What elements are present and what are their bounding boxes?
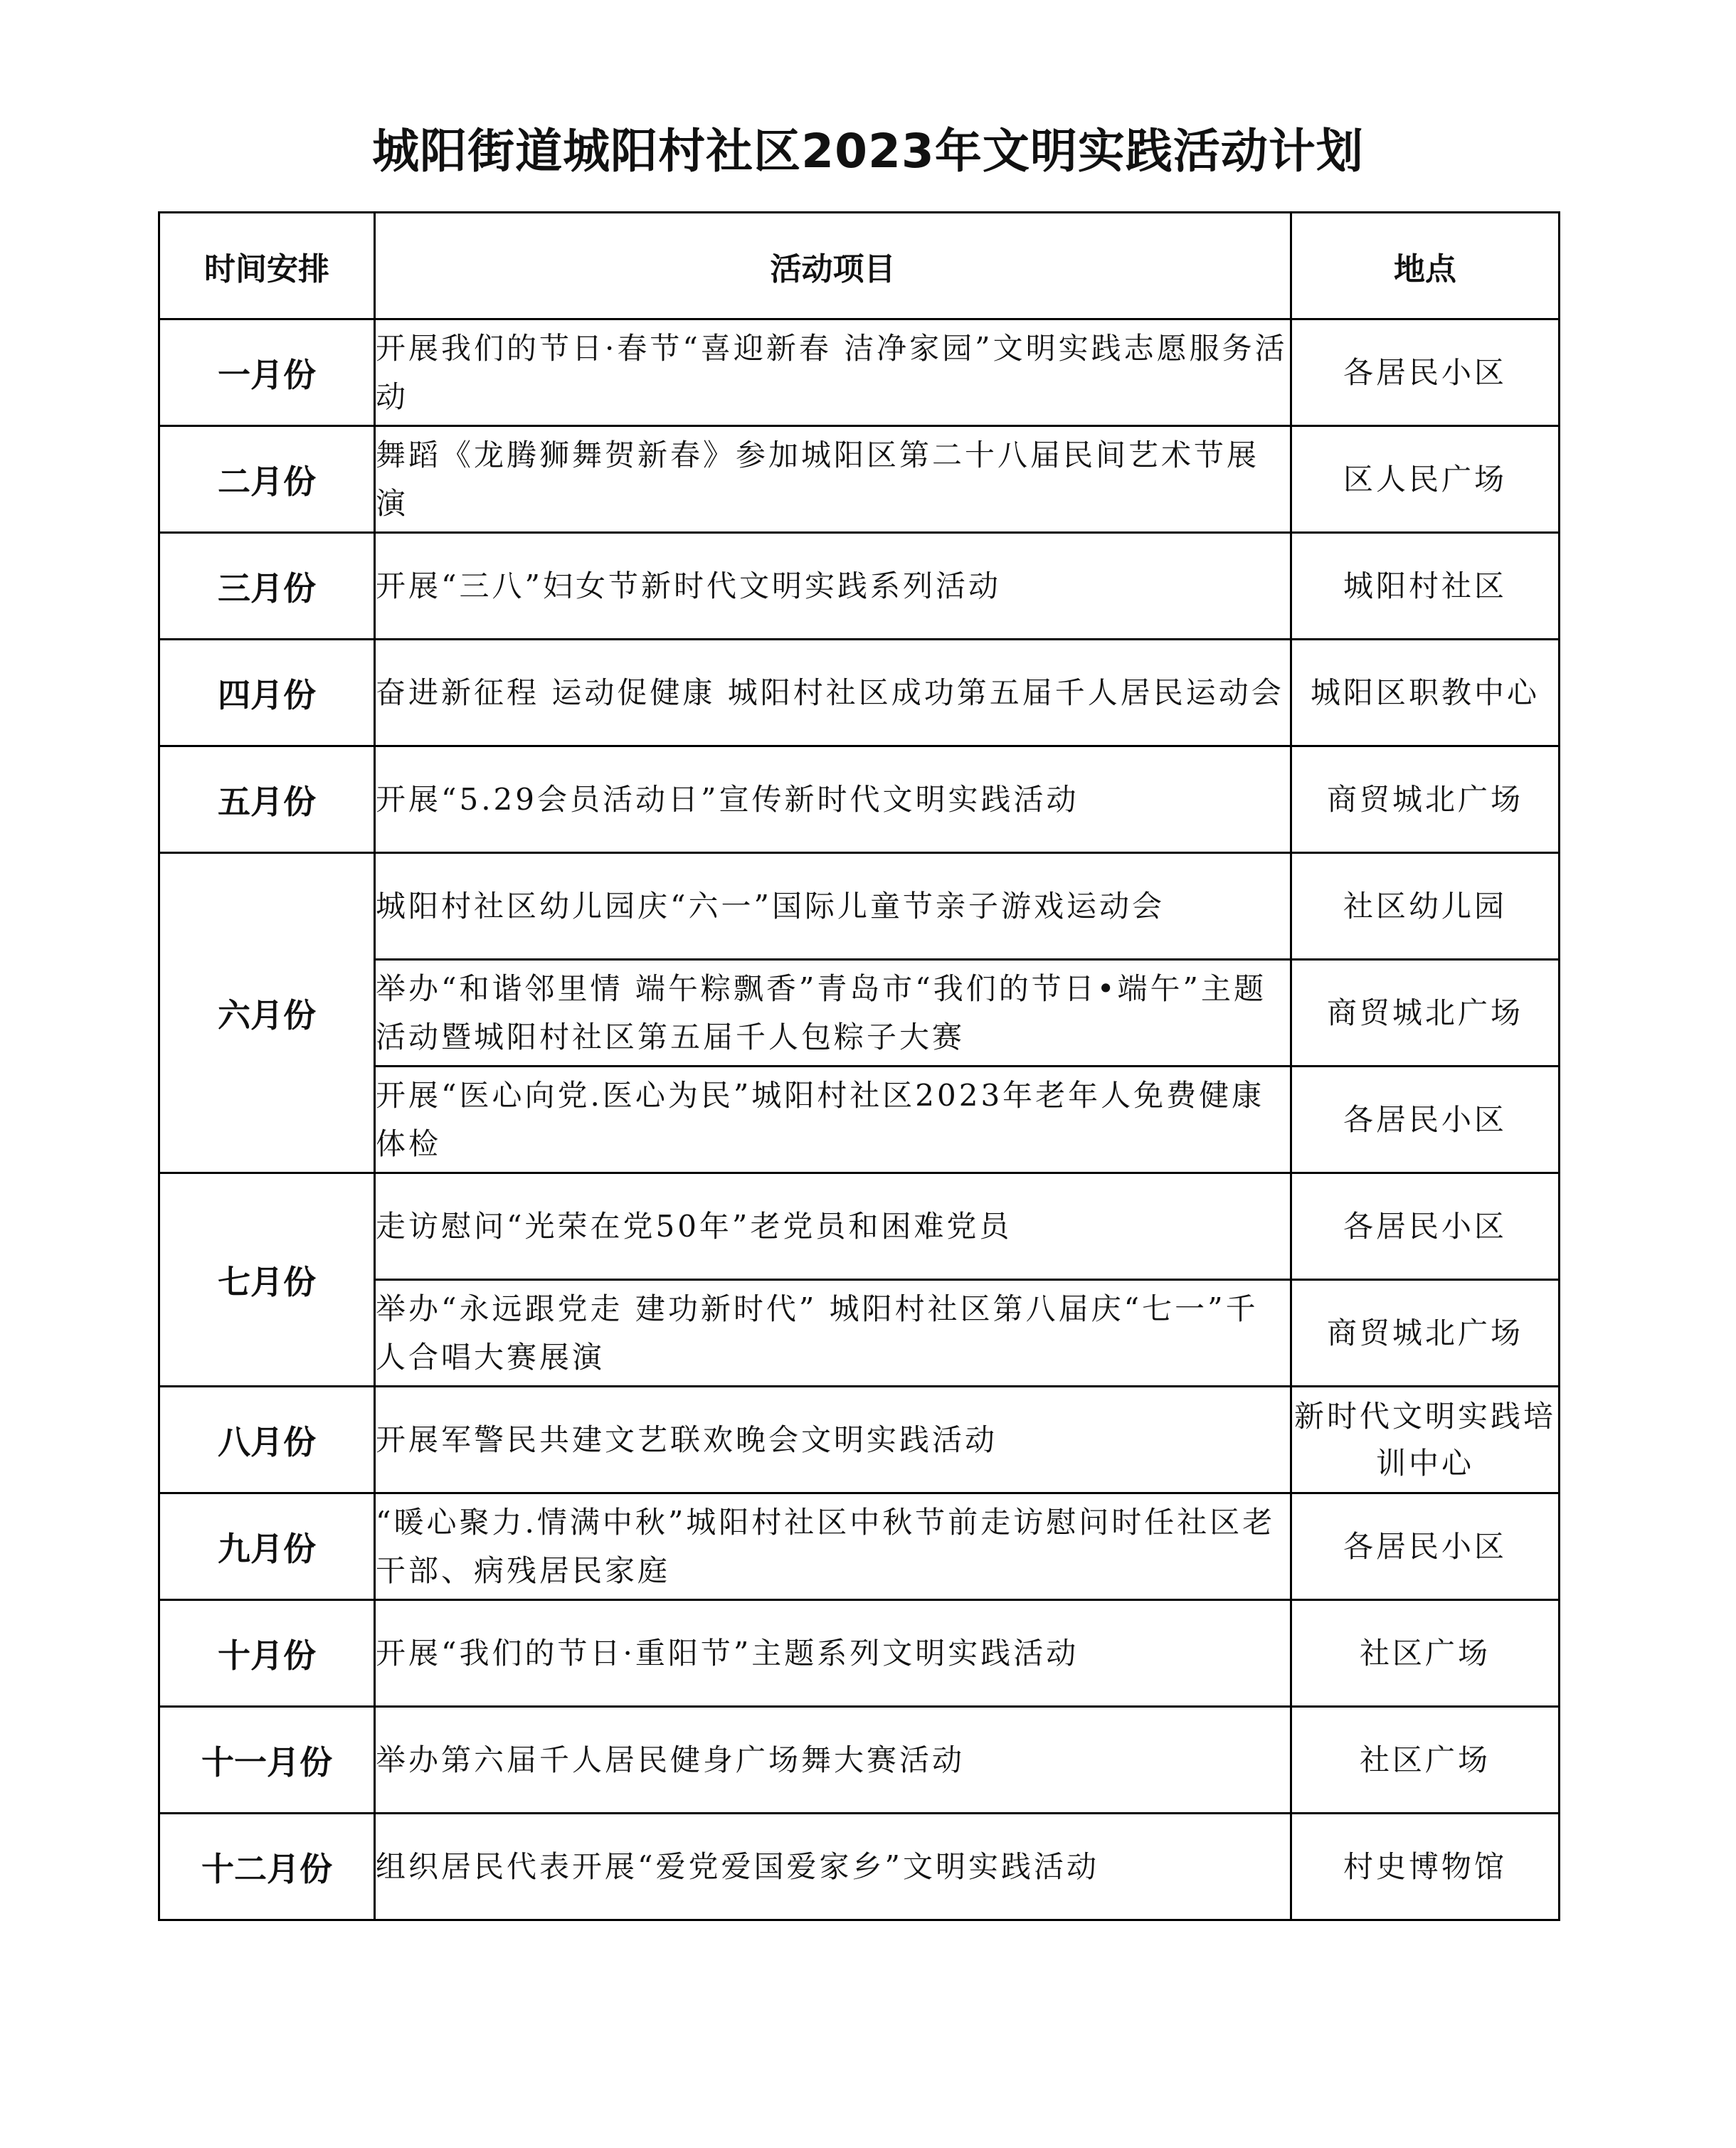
activity-cell: 开展“我们的节日·重阳节”主题系列文明实践活动 [375, 1600, 1291, 1707]
location-cell: 商贸城北广场 [1291, 746, 1560, 853]
location-cell: 新时代文明实践培训中心 [1291, 1387, 1560, 1493]
location-cell: 各居民小区 [1291, 1067, 1560, 1173]
table-header-row [159, 213, 1560, 319]
location-cell: 商贸城北广场 [1291, 960, 1560, 1067]
table-row [159, 1493, 1560, 1600]
header-activity: 活动项目 [375, 213, 1291, 319]
month-cell: 二月份 [159, 426, 375, 533]
location-cell: 区人民广场 [1291, 426, 1560, 533]
location-cell: 社区幼儿园 [1291, 853, 1560, 960]
table-row [159, 426, 1560, 533]
activity-cell: 组织居民代表开展“爱党爱国爱家乡”文明实践活动 [375, 1814, 1291, 1920]
activity-cell: 开展“三八”妇女节新时代文明实践系列活动 [375, 533, 1291, 640]
table-row [159, 1173, 1560, 1280]
header-time: 时间安排 [159, 213, 375, 319]
activity-cell: 开展“医心向党.医心为民”城阳村社区2023年老年人免费健康体检 [375, 1067, 1291, 1173]
month-cell: 十一月份 [159, 1707, 375, 1814]
table-row [159, 1600, 1560, 1707]
activity-cell: “暖心聚力.情满中秋”城阳村社区中秋节前走访慰问时任社区老干部、病残居民家庭 [375, 1493, 1291, 1600]
location-cell: 各居民小区 [1291, 1173, 1560, 1280]
activity-cell: 举办“和谐邻里情 端午粽飘香”青岛市“我们的节日•端午”主题活动暨城阳村社区第五届千人包粽子大赛 [375, 960, 1291, 1067]
table-row [159, 746, 1560, 853]
month-cell: 八月份 [159, 1387, 375, 1493]
month-cell: 六月份 [159, 853, 375, 1173]
table-row [159, 640, 1560, 746]
location-cell: 社区广场 [1291, 1600, 1560, 1707]
activity-cell: 奋进新征程 运动促健康 城阳村社区成功第五届千人居民运动会 [375, 640, 1291, 746]
activity-cell: 开展军警民共建文艺联欢晚会文明实践活动 [375, 1387, 1291, 1493]
location-cell: 社区广场 [1291, 1707, 1560, 1814]
activity-cell: 开展“5.29会员活动日”宣传新时代文明实践活动 [375, 746, 1291, 853]
activity-cell: 开展我们的节日·春节“喜迎新春 洁净家园”文明实践志愿服务活动 [375, 319, 1291, 426]
location-cell: 村史博物馆 [1291, 1814, 1560, 1920]
month-cell: 十月份 [159, 1600, 375, 1707]
location-cell: 各居民小区 [1291, 319, 1560, 426]
table-row [159, 319, 1560, 426]
month-cell: 十二月份 [159, 1814, 375, 1920]
activity-plan-table [158, 211, 1560, 1921]
month-cell: 四月份 [159, 640, 375, 746]
table-row [159, 853, 1560, 960]
table-row [159, 1814, 1560, 1920]
activity-cell: 举办第六届千人居民健身广场舞大赛活动 [375, 1707, 1291, 1814]
month-cell: 五月份 [159, 746, 375, 853]
activity-cell: 举办“永远跟党走 建功新时代” 城阳村社区第八届庆“七一”千人合唱大赛展演 [375, 1280, 1291, 1387]
month-cell: 三月份 [159, 533, 375, 640]
month-cell: 七月份 [159, 1173, 375, 1387]
month-cell: 九月份 [159, 1493, 375, 1600]
table-row [159, 1707, 1560, 1814]
location-cell: 城阳区职教中心 [1291, 640, 1560, 746]
location-cell: 商贸城北广场 [1291, 1280, 1560, 1387]
activity-cell: 城阳村社区幼儿园庆“六一”国际儿童节亲子游戏运动会 [375, 853, 1291, 960]
page-title: 城阳街道城阳村社区2023年文明实践活动计划 [372, 124, 1364, 179]
table-row [159, 533, 1560, 640]
table-row [159, 1387, 1560, 1493]
activity-cell: 走访慰问“光荣在党50年”老党员和困难党员 [375, 1173, 1291, 1280]
header-location: 地点 [1291, 213, 1560, 319]
location-cell: 城阳村社区 [1291, 533, 1560, 640]
location-cell: 各居民小区 [1291, 1493, 1560, 1600]
month-cell: 一月份 [159, 319, 375, 426]
activity-cell: 舞蹈《龙腾狮舞贺新春》参加城阳区第二十八届民间艺术节展演 [375, 426, 1291, 533]
